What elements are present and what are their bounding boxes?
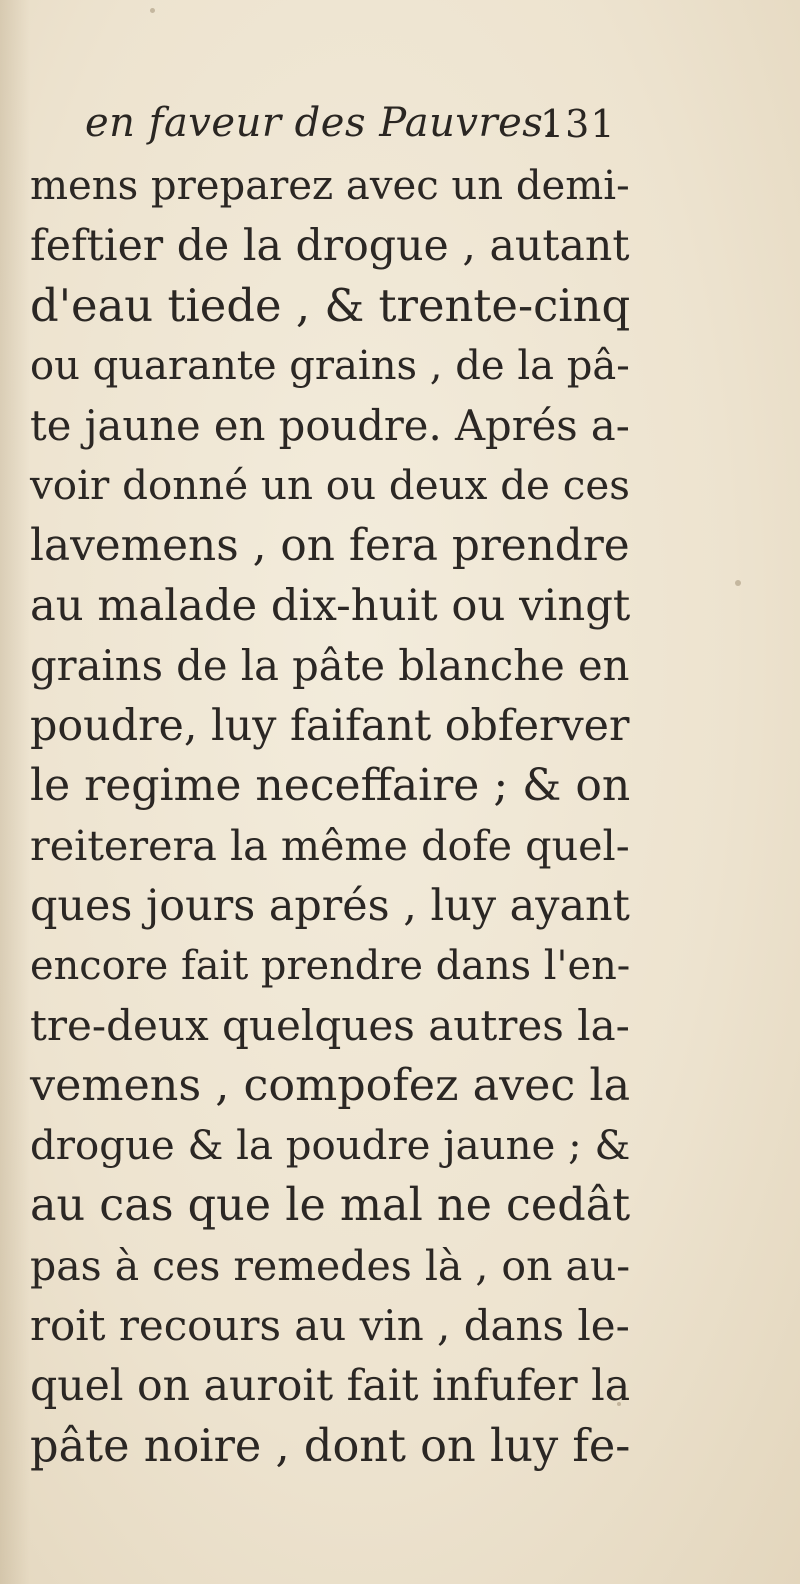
text-line: tre-deux quelques autres la- bbox=[30, 1001, 630, 1050]
text-line: quel on auroit fait infufer la bbox=[30, 1361, 631, 1411]
text-line: le regime neceffaire ; & on bbox=[30, 760, 631, 811]
text-line: roit recours au vin , dans le- bbox=[30, 1301, 630, 1350]
text-line: d'eau tiede , & trente-cinq bbox=[30, 279, 631, 332]
text-line: mens preparez avec un demi- bbox=[30, 163, 630, 209]
text-line: te jaune en poudre. Aprés a- bbox=[30, 401, 630, 450]
text-line: lavemens , on fera prendre bbox=[30, 520, 630, 571]
paper-speck bbox=[150, 8, 155, 13]
page-header bbox=[85, 96, 665, 156]
text-line: reiterera la même dofe quel- bbox=[30, 822, 630, 870]
text-line: ou quarante grains , de la pâ- bbox=[30, 343, 630, 389]
text-line: poudre, luy faifant obferver bbox=[30, 701, 630, 751]
body-text bbox=[30, 156, 650, 1476]
text-line: au cas que le mal ne cedât bbox=[30, 1180, 631, 1231]
gutter-shadow bbox=[0, 0, 30, 1584]
text-line: pâte noire , dont on luy fe- bbox=[30, 1420, 631, 1472]
page-number: 131 bbox=[540, 102, 616, 146]
text-line: grains de la pâte blanche en bbox=[30, 641, 630, 690]
text-line: vemens , compofez avec la bbox=[30, 1060, 631, 1111]
text-line: feftier de la drogue , autant bbox=[30, 221, 630, 271]
running-title: en faveur des Pauvres. bbox=[85, 100, 557, 146]
paper-speck bbox=[617, 1402, 621, 1406]
paper-speck bbox=[735, 580, 741, 586]
text-line: ques jours aprés , luy ayant bbox=[30, 881, 630, 931]
text-line: pas à ces remedes là , on au- bbox=[30, 1242, 631, 1290]
text-line: encore fait prendre dans l'en- bbox=[30, 943, 631, 989]
text-line: drogue & la poudre jaune ; & bbox=[30, 1123, 631, 1169]
text-line: au malade dix-huit ou vingt bbox=[30, 581, 631, 631]
text-line: voir donné un ou deux de ces bbox=[30, 462, 630, 509]
